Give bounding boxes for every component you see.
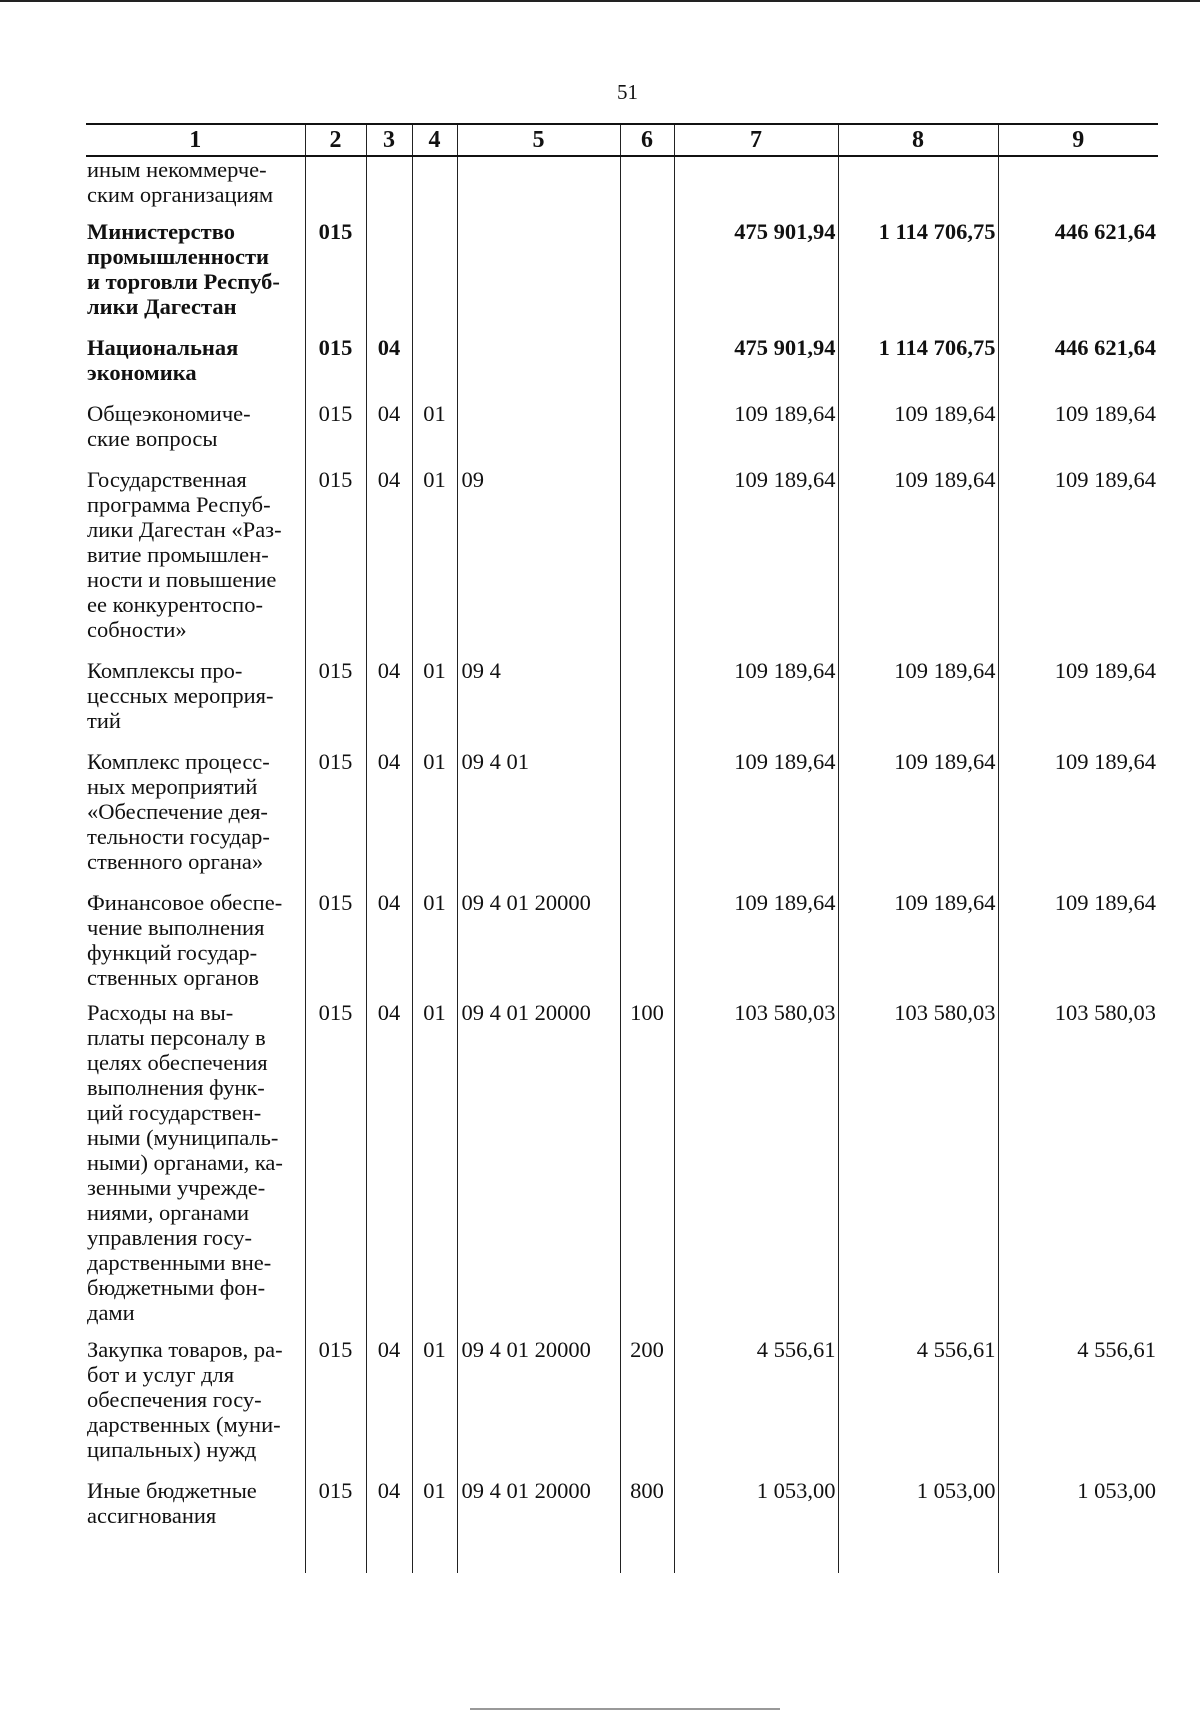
amount-col8: 1 053,00 — [838, 1478, 998, 1528]
table-row — [86, 335, 1158, 401]
row-name: Расходы на вы- платы персоналу в целях обеспечения выполнения функ- ций государствен- ными (муниципаль- ными) органами, ка- зенными учрежде- ниями, органами управления госу- дарственными вне- бюджетными фон- дами — [87, 1000, 283, 1325]
amount-col7: 109 189,64 — [674, 401, 838, 467]
amount-col9: 446 621,64 — [998, 335, 1158, 401]
table-continuation-row — [86, 1528, 1158, 1573]
empty-cell — [305, 1528, 366, 1573]
table-row — [86, 156, 1158, 219]
expense-type-code: 100 — [620, 1000, 674, 1337]
amount-col8: 109 189,64 — [838, 749, 998, 890]
amount-col9: 109 189,64 — [998, 890, 1158, 1000]
expense-type-code — [620, 335, 674, 401]
amount-col8: 103 580,03 — [838, 1000, 998, 1337]
expense-type-code — [620, 890, 674, 1000]
section-code: 015 — [305, 1337, 366, 1478]
amount-col7: 1 053,00 — [674, 1478, 838, 1528]
section-code: 015 — [305, 401, 366, 467]
amount-col8: 1 114 706,75 — [838, 219, 998, 335]
section-code: 015 — [305, 890, 366, 1000]
amount-col9 — [998, 156, 1158, 219]
subsection-code-2: 01 — [412, 749, 457, 890]
subsection-code: 04 — [366, 1337, 412, 1478]
expense-type-code — [620, 658, 674, 749]
expense-type-code — [620, 401, 674, 467]
empty-cell — [412, 1528, 457, 1573]
section-code: 015 — [305, 219, 366, 335]
empty-cell — [620, 1528, 674, 1573]
target-article-code — [457, 401, 620, 467]
amount-col9: 1 053,00 — [998, 1478, 1158, 1528]
target-article-code: 09 — [457, 467, 620, 658]
amount-col9: 4 556,61 — [998, 1337, 1158, 1478]
table-row — [86, 890, 1158, 1000]
expense-type-code — [620, 156, 674, 219]
amount-col8: 1 114 706,75 — [838, 335, 998, 401]
table-row — [86, 1337, 1158, 1478]
table-row — [86, 219, 1158, 335]
amount-col8: 109 189,64 — [838, 658, 998, 749]
row-name: Государственная программа Респуб- лики Дагестан «Раз- витие промышлен- ности и повышение ее конкурентоспо- собности» — [87, 467, 282, 642]
target-article-code: 09 4 01 — [457, 749, 620, 890]
subsection-code: 04 — [366, 890, 412, 1000]
column-header-1: 1 — [86, 124, 305, 156]
expense-type-code: 200 — [620, 1337, 674, 1478]
amount-col7: 109 189,64 — [674, 467, 838, 658]
amount-col7: 109 189,64 — [674, 658, 838, 749]
amount-col7 — [674, 156, 838, 219]
section-code: 015 — [305, 1478, 366, 1528]
amount-col9: 103 580,03 — [998, 1000, 1158, 1337]
column-header-9: 9 — [998, 124, 1158, 156]
subsection-code-2 — [412, 156, 457, 219]
amount-col7: 4 556,61 — [674, 1337, 838, 1478]
row-name: Министерство промышленности и торговли Респуб- лики Дагестан — [87, 219, 280, 319]
row-name: иным некоммерче- ским организациям — [87, 157, 274, 207]
target-article-code — [457, 219, 620, 335]
table-body — [86, 156, 1158, 1573]
empty-cell — [674, 1528, 838, 1573]
column-header-4: 4 — [412, 124, 457, 156]
empty-cell — [366, 1528, 412, 1573]
subsection-code: 04 — [366, 401, 412, 467]
amount-col8: 109 189,64 — [838, 401, 998, 467]
row-name: Финансовое обеспе- чение выполнения функций государ- ственных органов — [87, 890, 283, 990]
subsection-code-2: 01 — [412, 1478, 457, 1528]
empty-cell — [457, 1528, 620, 1573]
row-name: Комплексы про- цессных мероприя- тий — [87, 658, 274, 733]
amount-col7: 109 189,64 — [674, 749, 838, 890]
amount-col7: 103 580,03 — [674, 1000, 838, 1337]
subsection-code-2 — [412, 335, 457, 401]
table-row — [86, 1478, 1158, 1528]
section-code: 015 — [305, 335, 366, 401]
subsection-code-2: 01 — [412, 658, 457, 749]
subsection-code — [366, 219, 412, 335]
expense-type-code — [620, 219, 674, 335]
column-header-7: 7 — [674, 124, 838, 156]
target-article-code: 09 4 01 20000 — [457, 1000, 620, 1337]
amount-col8: 109 189,64 — [838, 467, 998, 658]
table-row — [86, 401, 1158, 467]
amount-col9: 109 189,64 — [998, 749, 1158, 890]
table-row — [86, 467, 1158, 658]
table-row — [86, 1000, 1158, 1337]
subsection-code: 04 — [366, 1000, 412, 1337]
amount-col8: 109 189,64 — [838, 890, 998, 1000]
table-row — [86, 749, 1158, 890]
section-code: 015 — [305, 658, 366, 749]
page-top-border — [0, 0, 1200, 2]
section-code: 015 — [305, 467, 366, 658]
column-header-2: 2 — [305, 124, 366, 156]
target-article-code: 09 4 — [457, 658, 620, 749]
subsection-code-2: 01 — [412, 401, 457, 467]
amount-col9: 109 189,64 — [998, 467, 1158, 658]
amount-col9: 109 189,64 — [998, 658, 1158, 749]
expense-type-code — [620, 749, 674, 890]
amount-col7: 475 901,94 — [674, 219, 838, 335]
table-row — [86, 658, 1158, 749]
row-name: Иные бюджетные ассигнования — [87, 1478, 257, 1528]
section-code: 015 — [305, 1000, 366, 1337]
column-header-3: 3 — [366, 124, 412, 156]
amount-col7: 475 901,94 — [674, 335, 838, 401]
amount-col9: 446 621,64 — [998, 219, 1158, 335]
subsection-code-2: 01 — [412, 467, 457, 658]
expense-type-code — [620, 467, 674, 658]
subsection-code: 04 — [366, 1478, 412, 1528]
empty-cell — [838, 1528, 998, 1573]
subsection-code-2: 01 — [412, 1337, 457, 1478]
subsection-code: 04 — [366, 335, 412, 401]
amount-col7: 109 189,64 — [674, 890, 838, 1000]
row-name: Комплекс процесс- ных мероприятий «Обеспечение дея- тельности государ- ственного органа» — [87, 749, 270, 874]
amount-col8 — [838, 156, 998, 219]
empty-cell — [86, 1528, 305, 1573]
row-name: Закупка товаров, ра- бот и услуг для обеспечения госу- дарственных (муни- ципальных) нужд — [87, 1337, 283, 1462]
section-code — [305, 156, 366, 219]
target-article-code: 09 4 01 20000 — [457, 890, 620, 1000]
subsection-code — [366, 156, 412, 219]
column-header-5: 5 — [457, 124, 620, 156]
target-article-code — [457, 335, 620, 401]
amount-col9: 109 189,64 — [998, 401, 1158, 467]
subsection-code: 04 — [366, 467, 412, 658]
page-bottom-mark — [470, 1708, 780, 1710]
column-header-8: 8 — [838, 124, 998, 156]
target-article-code: 09 4 01 20000 — [457, 1478, 620, 1528]
subsection-code-2: 01 — [412, 1000, 457, 1337]
subsection-code: 04 — [366, 749, 412, 890]
empty-cell — [998, 1528, 1158, 1573]
page-number: 51 — [617, 80, 638, 104]
amount-col8: 4 556,61 — [838, 1337, 998, 1478]
subsection-code-2 — [412, 219, 457, 335]
target-article-code — [457, 156, 620, 219]
row-name: Национальная экономика — [87, 335, 239, 385]
row-name: Общеэкономиче- ские вопросы — [87, 401, 251, 451]
budget-table — [86, 123, 1158, 1573]
header-row — [86, 124, 1158, 156]
subsection-code-2: 01 — [412, 890, 457, 1000]
subsection-code: 04 — [366, 658, 412, 749]
section-code: 015 — [305, 749, 366, 890]
column-header-6: 6 — [620, 124, 674, 156]
expense-type-code: 800 — [620, 1478, 674, 1528]
target-article-code: 09 4 01 20000 — [457, 1337, 620, 1478]
